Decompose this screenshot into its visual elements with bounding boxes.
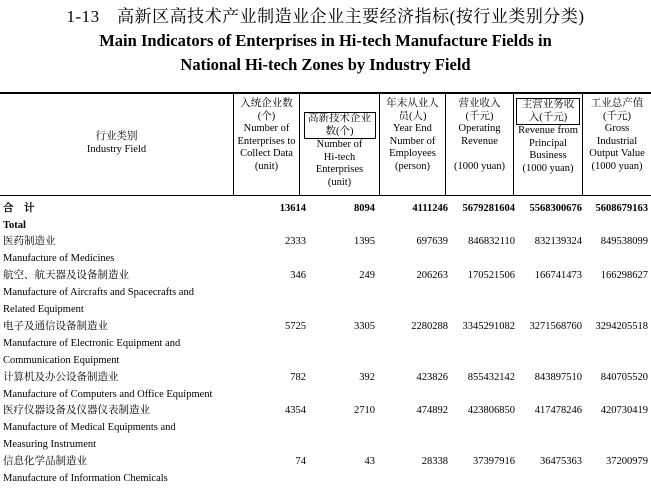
header-col-cn: 工业总产值(千元)	[590, 98, 644, 122]
header-col-operating-revenue	[446, 98, 513, 173]
page-title-en-line2: National Hi-tech Zones by Industry Field	[180, 55, 471, 74]
header-col-en: (1000 yuan)	[453, 160, 506, 172]
header-col-en: Employees	[389, 148, 436, 159]
header-col-en: (unit)	[327, 176, 352, 188]
header-col-en: Principal	[529, 137, 567, 149]
row-label-cn: 计算机及办公设备制造业	[3, 372, 119, 383]
header-col-en: (person)	[395, 160, 430, 172]
table-row-total	[0, 200, 651, 217]
header-col-en: (1000 yuan)	[591, 160, 643, 172]
cell-employees: 474892	[416, 405, 448, 416]
header-col-cn: 年末从业人员(人)	[386, 98, 439, 122]
cell-hitech: 1395	[354, 236, 375, 247]
cell-principal-revenue: 832139324	[534, 236, 582, 247]
cell-operating-revenue: 423806850	[467, 405, 515, 416]
cell-employees: 697639	[416, 236, 448, 247]
row-label-cn: 医药制造业	[3, 236, 56, 247]
table-row	[0, 233, 651, 250]
cell-operating-revenue: 5679281604	[462, 203, 515, 214]
row-label-en: Manufacture of Computers and Office Equipment	[3, 389, 213, 400]
cell-enterprises: 346	[290, 270, 306, 281]
header-col-en: Hi-tech	[323, 151, 356, 163]
cell-enterprises: 4354	[285, 405, 306, 416]
cell-enterprises: 782	[290, 372, 306, 383]
row-label-en: Total	[3, 220, 26, 231]
header-col-en: Enterprises to	[237, 135, 296, 147]
row-label-en-cont: Communication Equipment	[3, 355, 120, 366]
page-title-en-line1: Main Indicators of Enterprises in Hi-tech Manufacture Fields in	[99, 31, 552, 50]
cell-principal-revenue: 5568300676	[529, 203, 582, 214]
cell-gross-output: 37200979	[606, 456, 648, 467]
cell-principal-revenue: 166741473	[534, 270, 582, 281]
cell-hitech: 8094	[354, 203, 375, 214]
cell-enterprises: 74	[295, 456, 306, 467]
cell-gross-output: 840705520	[600, 372, 648, 383]
cell-principal-revenue: 36475363	[540, 456, 582, 467]
cell-gross-output: 5608679163	[595, 203, 648, 214]
page-title-cn: 1-13 高新区高技术产业制造业企业主要经济指标(按行业类别分类)	[66, 7, 585, 26]
cell-hitech: 2710	[354, 405, 375, 416]
header-col-principal-revenue	[514, 98, 582, 175]
header-col-employees	[380, 98, 445, 173]
row-label-en: Manufacture of Information Chemicals	[3, 473, 168, 484]
header-col-cn: 入统企业数(个)	[240, 98, 293, 122]
header-col-en: Number of	[316, 139, 363, 150]
table-row	[0, 318, 651, 335]
header-col-cn: 高新技术企业数(个)	[304, 112, 376, 139]
row-label-cn: 合 计	[3, 203, 35, 214]
header-col-en: Enterprises	[315, 164, 364, 175]
cell-operating-revenue: 170521506	[467, 270, 515, 281]
cell-gross-output: 420730419	[600, 405, 648, 416]
cell-operating-revenue: 846832110	[468, 236, 515, 247]
row-label-en: Manufacture of Electronic Equipment and	[3, 338, 181, 349]
header-col-en: Operating	[458, 123, 501, 134]
cell-enterprises: 5725	[285, 321, 306, 332]
header-col-en: Revenue	[461, 135, 498, 147]
cell-employees: 4111246	[412, 203, 448, 214]
table-row	[0, 402, 651, 419]
header-col-en: Gross	[604, 123, 630, 134]
row-label-cn: 医疗仪器设备及仪器仪表制造业	[3, 405, 150, 416]
header-col-en	[446, 148, 513, 161]
header-industry-field	[0, 131, 233, 156]
header-col-hitech	[300, 112, 379, 189]
header-col-en: Revenue from	[518, 125, 578, 136]
header-field-cn: 行业类别	[95, 131, 138, 142]
cell-principal-revenue: 3271568760	[529, 321, 582, 332]
row-label-en-cont: Measuring Instrument	[3, 439, 97, 450]
header-col-en: Number of	[389, 135, 436, 147]
table-top-rule	[0, 92, 651, 94]
header-field-en: Industry Field	[86, 143, 147, 155]
cell-operating-revenue: 37397916	[473, 456, 515, 467]
table-row	[0, 453, 651, 470]
row-label-cn: 信息化学品制造业	[3, 456, 87, 467]
header-col-en: Output Value	[589, 148, 645, 159]
table-row	[0, 369, 651, 386]
cell-operating-revenue: 855432142	[467, 372, 515, 383]
cell-gross-output: 3294205518	[595, 321, 648, 332]
header-col-en: Year End	[393, 123, 432, 134]
cell-employees: 2280288	[411, 321, 448, 332]
cell-principal-revenue: 417478246	[534, 405, 582, 416]
header-col-en: (unit)	[254, 160, 279, 172]
cell-hitech: 43	[364, 456, 375, 467]
cell-hitech: 392	[359, 372, 375, 383]
row-label-cn: 电子及通信设备制造业	[3, 321, 108, 332]
row-label-en: Manufacture of Aircrafts and Spacecrafts and	[3, 287, 194, 298]
row-label-en: Manufacture of Medical Equipments and	[3, 422, 176, 433]
cell-hitech: 249	[359, 270, 375, 281]
header-col-en: Business	[529, 150, 567, 161]
header-col-en: Industrial	[596, 135, 638, 147]
row-label-en-cont: Related Equipment	[3, 304, 84, 315]
header-col-cn: 主营业务收入(千元)	[516, 98, 580, 125]
cell-principal-revenue: 843897510	[534, 372, 582, 383]
cell-operating-revenue: 3345291082	[462, 321, 515, 332]
cell-employees: 423826	[416, 372, 448, 383]
header-col-cn: 营业收入(千元)	[458, 98, 501, 122]
header-col-en: Number of	[243, 123, 290, 134]
header-col-en: Collect Data	[240, 148, 293, 159]
cell-enterprises: 2333	[285, 236, 306, 247]
row-label-cn: 航空、航天器及设备制造业	[3, 270, 129, 281]
row-label-en: Manufacture of Medicines	[3, 253, 115, 264]
header-col-enterprises	[234, 98, 299, 173]
header-col-en: (1000 yuan)	[522, 162, 574, 174]
cell-employees: 206263	[416, 270, 448, 281]
table-header-rule	[0, 195, 651, 196]
cell-employees: 28338	[421, 456, 448, 467]
cell-gross-output: 166298627	[600, 270, 648, 281]
cell-gross-output: 849538099	[600, 236, 648, 247]
table-row	[0, 267, 651, 284]
header-col-gross-output	[583, 98, 651, 173]
cell-hitech: 3305	[354, 321, 375, 332]
cell-enterprises: 13614	[279, 203, 306, 214]
